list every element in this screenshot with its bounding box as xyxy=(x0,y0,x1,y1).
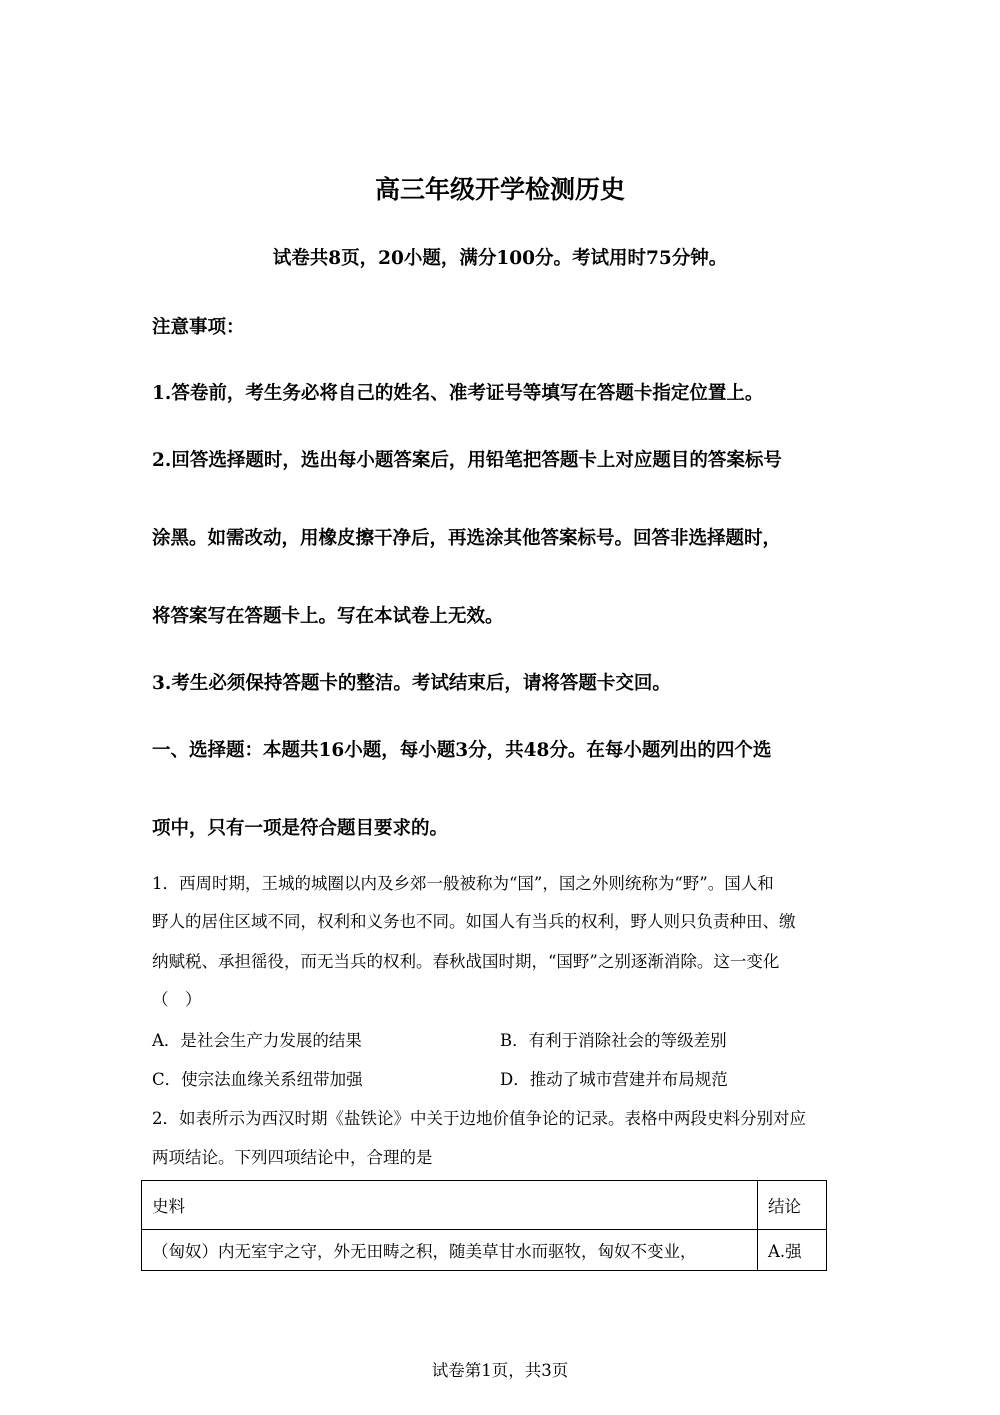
question-1-line-3: 纳赋税、承担徭役，而无当兵的权利。春秋战国时期，“国野”之别逐渐消除。这一变化 xyxy=(152,952,780,971)
note-item-1: 1.答卷前，考生务必将自己的姓名、准考证号等填写在答题卡指定位置上。 xyxy=(152,383,764,404)
section-1-heading-line-1: 一、选择题：本题共16小题，每小题3分，共48分。在每小题列出的四个选 xyxy=(152,740,772,761)
question-1-option-c: C．使宗法血缘关系纽带加强 xyxy=(152,1070,363,1089)
table-cell-conclusion: A.强 xyxy=(758,1230,827,1271)
question-1-option-d: D．推动了城市营建并布局规范 xyxy=(500,1070,728,1089)
question-1-option-b: B．有利于消除社会的等级差别 xyxy=(500,1031,727,1050)
table-header-source: 史料 xyxy=(142,1181,758,1230)
section-1-heading-line-2: 项中，只有一项是符合题目要求的。 xyxy=(152,818,449,839)
question-1-option-a: A．是社会生产力发展的结果 xyxy=(152,1031,362,1050)
question-2-line-2: 两项结论。下列四项结论中，合理的是 xyxy=(152,1148,433,1167)
question-1-line-2: 野人的居住区域不同，权利和义务也不同。如国人有当兵的权利，野人则只负责种田、缴 xyxy=(152,912,796,931)
table-row xyxy=(142,1230,827,1271)
table-header-row xyxy=(142,1181,827,1230)
exam-subtitle: 试卷共8页，20小题，满分100分。考试用时75分钟。 xyxy=(272,248,728,269)
note-item-2-line-2: 涂黑。如需改动，用橡皮擦干净后，再选涂其他答案标号。回答非选择题时， xyxy=(152,528,782,549)
question-1-answer-bracket: （ ） xyxy=(152,990,202,1009)
notes-heading: 注意事项： xyxy=(152,317,245,338)
note-item-2-line-3: 将答案写在答题卡上。写在本试卷上无效。 xyxy=(152,606,504,627)
table-cell-source: （匈奴）内无室宇之守，外无田畴之积，随美草甘水而驱牧，匈奴不变业， xyxy=(142,1230,758,1271)
note-item-2-line-1: 2.回答选择题时，选出每小题答案后，用铅笔把答题卡上对应题目的答案标号 xyxy=(152,450,782,471)
question-1-line-1: 1．西周时期，王城的城圈以内及乡郊一般被称为“国”，国之外则统称为“野”。国人和 xyxy=(152,874,774,893)
exam-title: 高三年级开学检测历史 xyxy=(374,175,625,204)
question-2-line-1: 2．如表所示为西汉时期《盐铁论》中关于边地价值争论的记录。表格中两段史料分别对应 xyxy=(152,1109,806,1128)
page-footer: 试卷第1页，共3页 xyxy=(431,1361,569,1380)
note-item-3: 3.考生必须保持答题卡的整洁。考试结束后，请将答题卡交回。 xyxy=(152,673,671,694)
history-sources-table xyxy=(141,1180,827,1271)
table-header-conclusion: 结论 xyxy=(758,1181,827,1230)
